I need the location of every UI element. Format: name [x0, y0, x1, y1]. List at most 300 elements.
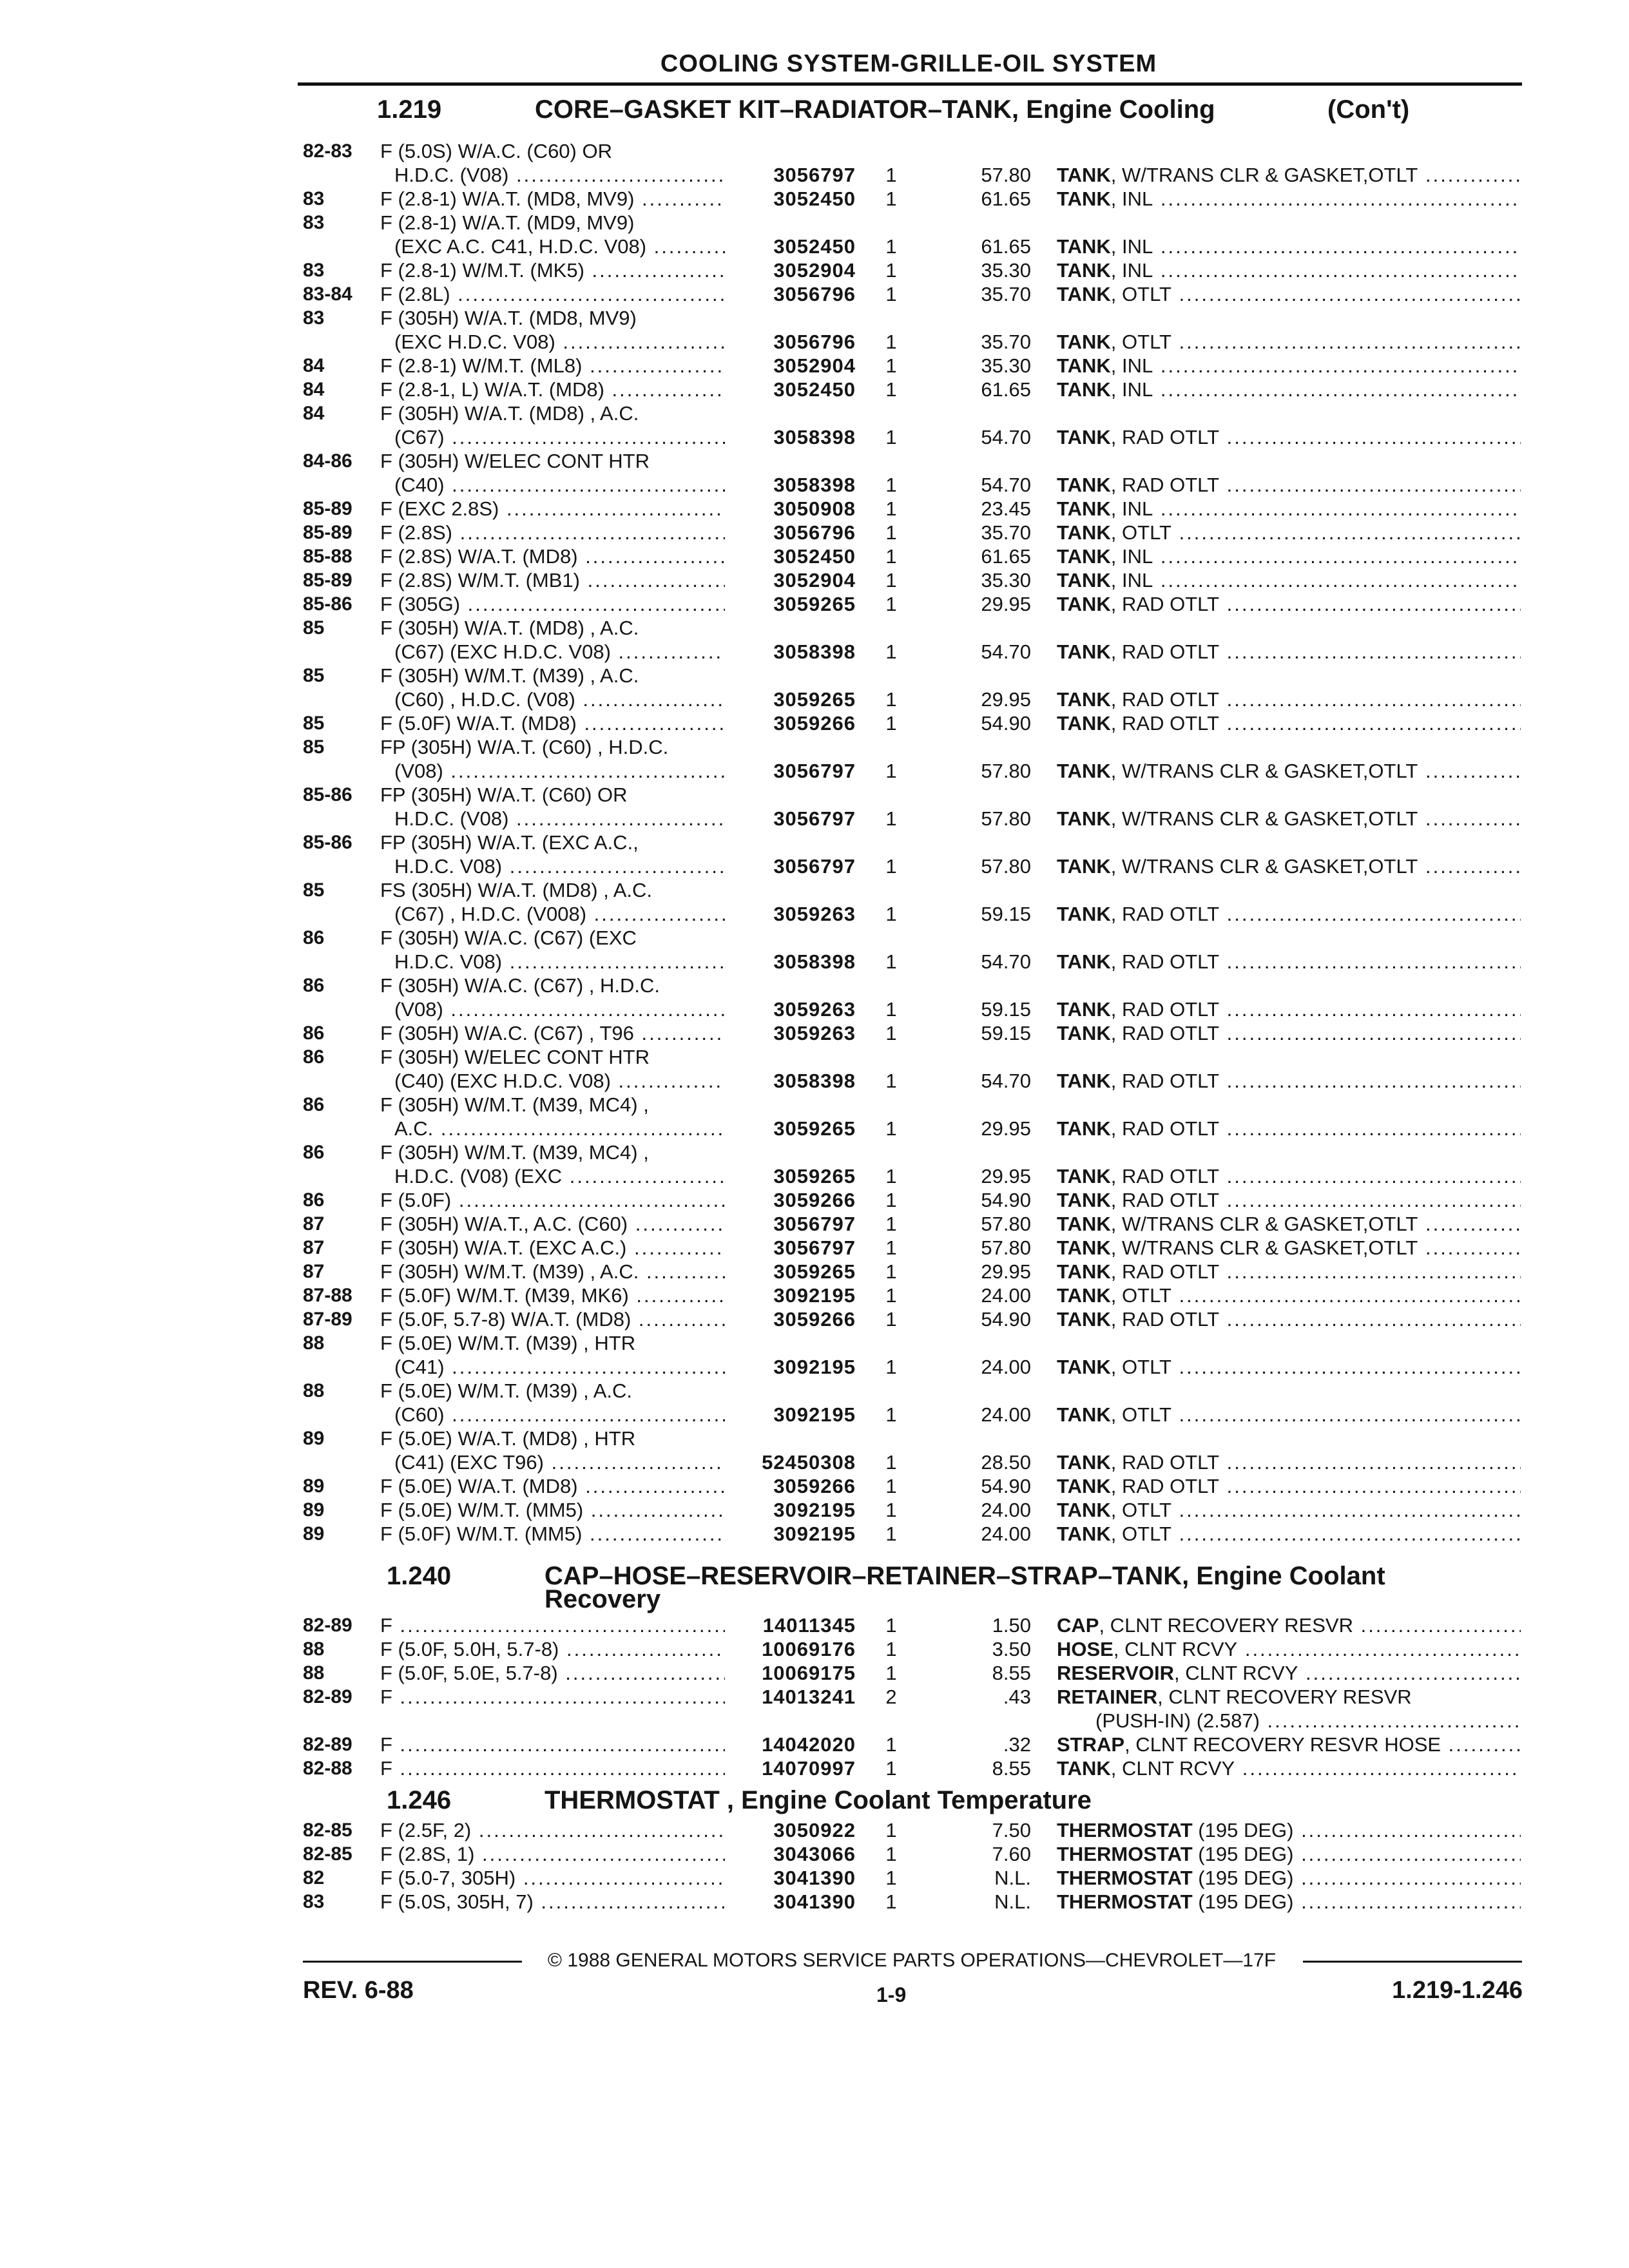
part-name-detail: , CLNT RCVY: [1110, 1757, 1235, 1780]
parts-row: [0, 1260, 1629, 1283]
part-name-keyword: TANK: [1057, 640, 1111, 663]
part-name: [1057, 1283, 1521, 1307]
section-title-line2: Recovery: [545, 1585, 661, 1613]
parts-row: [0, 1733, 1629, 1756]
quantity: 1: [885, 712, 897, 735]
application-desc: F (5.0-7, 305H) .....: [380, 1866, 725, 1890]
price: 29.95: [981, 1260, 1031, 1283]
quantity: 1: [885, 1403, 897, 1426]
parts-row-continued: [0, 425, 1629, 449]
parts-row: [0, 1637, 1629, 1661]
part-name: [1057, 1756, 1521, 1780]
application-desc: F (2.5F, 2) .....: [380, 1818, 725, 1842]
part-name-keyword: TANK: [1057, 521, 1111, 544]
model-year: 88: [303, 1662, 325, 1684]
price: 29.95: [981, 1165, 1031, 1187]
quantity: 1: [885, 688, 897, 711]
application-desc-continued: (C67) (EXC H.D.C. V08) .....: [394, 640, 725, 664]
application-desc: F (5.0F, 5.0E, 5.7-8) .....: [380, 1661, 725, 1685]
quantity: 1: [885, 593, 897, 615]
application-desc: F (305H) W/M.T. (M39) , A.C.: [380, 664, 639, 687]
parts-row: [0, 497, 1629, 521]
price: 35.70: [981, 521, 1031, 544]
model-year: 83: [303, 307, 325, 329]
part-name-detail: , W/TRANS CLR & GASKET,OTLT: [1110, 855, 1418, 878]
part-name-detail: , INL: [1110, 235, 1153, 258]
part-number: 3056797: [773, 1236, 856, 1259]
model-year: 83: [303, 188, 325, 209]
parts-row: [0, 1140, 1629, 1164]
application-desc: F .....: [380, 1613, 725, 1637]
application-desc: FP (305H) W/A.T. (C60) OR: [380, 783, 628, 806]
part-name-keyword: TANK: [1057, 259, 1111, 282]
quantity: 1: [885, 164, 897, 186]
application-desc: F (2.8-1) W/M.T. (ML8) .....: [380, 354, 725, 378]
section-continued: (Con't): [1327, 95, 1410, 124]
part-name-detail: , CLNT RCVY: [1113, 1638, 1238, 1660]
quantity: 1: [885, 1890, 897, 1913]
application-desc: F (305H) W/M.T. (M39, MC4) ,: [380, 1141, 649, 1164]
part-name-detail: , CLNT RECOVERY RESVR: [1157, 1686, 1412, 1708]
part-name-detail: , W/TRANS CLR & GASKET,OTLT: [1110, 760, 1418, 782]
application-desc: F .....: [380, 1756, 725, 1780]
part-name-keyword: TANK: [1057, 1117, 1111, 1140]
model-year: 88: [303, 1332, 325, 1354]
part-number: 3056797: [773, 760, 856, 782]
section-number: 1.246: [387, 1786, 452, 1814]
part-number: 3056796: [773, 521, 856, 544]
price: N.L.: [994, 1890, 1031, 1913]
part-number: 3059265: [773, 1260, 856, 1283]
parts-row-continued: [0, 473, 1629, 497]
application-desc-continued: H.D.C. (V08) (EXC .....: [394, 1164, 725, 1188]
parts-row: [0, 974, 1629, 997]
part-name-detail: , RAD OTLT: [1110, 1070, 1220, 1092]
model-year: 84-86: [303, 450, 352, 472]
parts-row: [0, 1021, 1629, 1045]
section-number: 1.240: [387, 1562, 452, 1590]
parts-row: [0, 1045, 1629, 1069]
application-desc: F (5.0E) W/M.T. (MM5) .....: [380, 1498, 725, 1522]
part-name-detail: , RAD OTLT: [1110, 1260, 1220, 1283]
price: 1.50: [992, 1614, 1031, 1637]
part-name-detail: , W/TRANS CLR & GASKET,OTLT: [1110, 807, 1418, 830]
part-number: 3059266: [773, 1475, 856, 1497]
model-year: 82-83: [303, 140, 352, 162]
quantity: 1: [885, 354, 897, 377]
parts-row: [0, 1283, 1629, 1307]
price: 54.70: [981, 426, 1031, 448]
price: 54.70: [981, 640, 1031, 663]
footer-revision: REV. 6-88: [303, 1977, 414, 2004]
part-name-detail: (195 DEG): [1192, 1867, 1294, 1889]
part-name-keyword: TANK: [1057, 760, 1111, 782]
parts-row-continued: [0, 640, 1629, 664]
application-desc-continued: A.C. .....: [394, 1117, 725, 1140]
model-year: 86: [303, 1142, 325, 1163]
part-name-detail: , INL: [1110, 545, 1153, 568]
part-name-keyword: TANK: [1057, 331, 1111, 353]
price: 23.45: [981, 497, 1031, 520]
part-number: 14011345: [762, 1614, 856, 1637]
footer-page-number: 1-9: [876, 1983, 907, 2006]
part-number: 3058398: [773, 640, 856, 663]
part-number: 14070997: [762, 1757, 856, 1780]
part-name-keyword: TANK: [1057, 903, 1111, 925]
application-desc-continued: H.D.C. V08) .....: [394, 950, 725, 974]
part-name-keyword: TANK: [1057, 187, 1111, 210]
part-name-detail: (195 DEG): [1192, 1843, 1294, 1865]
model-year: 82-85: [303, 1820, 352, 1841]
part-name-detail: (195 DEG): [1192, 1890, 1294, 1913]
part-name-keyword: THERMOSTAT: [1057, 1867, 1193, 1889]
part-name-detail: , INL: [1110, 259, 1153, 282]
application-desc: F (305G) .....: [380, 592, 725, 616]
model-year: 85: [303, 736, 325, 758]
application-desc: FP (305H) W/A.T. (EXC A.C.,: [380, 831, 639, 854]
quantity: 1: [885, 1638, 897, 1660]
application-desc-continued: (C60) .....: [394, 1403, 725, 1427]
parts-row: [0, 521, 1629, 544]
application-desc: F (5.0F) W/M.T. (MM5) .....: [380, 1522, 725, 1546]
parts-row-continued: [0, 163, 1629, 187]
part-name-detail: , OTLT: [1110, 331, 1171, 353]
parts-row: [0, 1236, 1629, 1260]
price: 35.70: [981, 283, 1031, 305]
parts-row-continued: [0, 997, 1629, 1021]
model-year: 83: [303, 260, 325, 281]
part-name: [1057, 1613, 1521, 1637]
quantity: 1: [885, 426, 897, 448]
part-number: 3052450: [773, 187, 856, 210]
part-number: 3052450: [773, 545, 856, 568]
parts-row-continued: [0, 1117, 1629, 1140]
part-name-detail: , RAD OTLT: [1110, 640, 1220, 663]
parts-row-continued: [0, 687, 1629, 711]
model-year: 83-84: [303, 284, 352, 305]
quantity: 1: [885, 640, 897, 663]
part-name-keyword: TANK: [1057, 1403, 1111, 1426]
price: 24.00: [981, 1523, 1031, 1545]
part-number: 3059266: [773, 712, 856, 735]
parts-row: [0, 1498, 1629, 1522]
part-name-keyword: TANK: [1057, 569, 1111, 591]
part-name-detail: , RAD OTLT: [1110, 688, 1220, 711]
part-number: 52450308: [762, 1451, 856, 1474]
parts-row: [0, 1379, 1629, 1403]
application-desc: F (5.0E) W/A.T. (MD8) , HTR: [380, 1427, 636, 1450]
application-desc: F (5.0F, 5.0H, 5.7-8) .....: [380, 1637, 725, 1661]
quantity: 1: [885, 474, 897, 496]
price: N.L.: [994, 1867, 1031, 1889]
model-year: 84: [303, 403, 325, 424]
quantity: 1: [885, 235, 897, 258]
part-number: 3052450: [773, 235, 856, 258]
parts-row-continued: [0, 1164, 1629, 1188]
part-name-keyword: THERMOSTAT: [1057, 1843, 1193, 1865]
model-year: 85: [303, 713, 325, 734]
parts-row-continued: [0, 1403, 1629, 1427]
part-name: [1057, 163, 1521, 187]
part-name-keyword: TANK: [1057, 235, 1111, 258]
part-name: [1057, 1117, 1521, 1140]
price: 29.95: [981, 688, 1031, 711]
part-name: [1057, 1069, 1521, 1093]
price: 54.90: [981, 1308, 1031, 1331]
model-year: 82-89: [303, 1615, 352, 1636]
model-year: 88: [303, 1639, 325, 1660]
price: 35.30: [981, 259, 1031, 282]
part-name-detail: , RAD OTLT: [1110, 998, 1220, 1021]
application-desc-continued: (V08) .....: [394, 759, 725, 783]
part-name: [1057, 1260, 1521, 1283]
part-name-keyword: TANK: [1057, 1475, 1111, 1497]
application-desc: F (2.8S) W/A.T. (MD8) .....: [380, 544, 725, 568]
parts-row-continued: [0, 235, 1629, 258]
part-name-keyword: TANK: [1057, 283, 1111, 305]
section-number: 1.219: [377, 95, 442, 124]
quantity: 1: [885, 1451, 897, 1474]
part-name: [1057, 997, 1521, 1021]
model-year: 82-89: [303, 1686, 352, 1707]
part-name-detail: , W/TRANS CLR & GASKET,OTLT: [1110, 1213, 1418, 1235]
application-desc-continued: (C40) .....: [394, 473, 725, 497]
application-desc: F (305H) W/M.T. (M39, MC4) ,: [380, 1093, 649, 1116]
parts-row: [0, 449, 1629, 473]
application-desc: F (305H) W/M.T. (M39) , A.C. .....: [380, 1260, 725, 1283]
quantity: 1: [885, 1819, 897, 1841]
model-year: 84: [303, 355, 325, 376]
model-year: 86: [303, 975, 325, 996]
part-name: [1057, 1685, 1521, 1709]
part-name: [1057, 1474, 1521, 1498]
parts-row: [0, 1474, 1629, 1498]
parts-row: [0, 735, 1629, 759]
price: 61.65: [981, 187, 1031, 210]
part-name-keyword: STRAP: [1057, 1733, 1125, 1756]
part-name-keyword: TANK: [1057, 593, 1111, 615]
application-desc-continued: (C67) , H.D.C. (V008) .....: [394, 902, 725, 926]
part-name: [1057, 1164, 1521, 1188]
parts-row: [0, 1613, 1629, 1637]
model-year: 86: [303, 1023, 325, 1044]
application-desc: F (305H) W/A.C. (C67) , T96 .....: [380, 1021, 725, 1045]
quantity: 1: [885, 1662, 897, 1684]
part-number: 3059263: [773, 998, 856, 1021]
parts-row: [0, 354, 1629, 378]
part-name-keyword: RESERVOIR: [1057, 1662, 1175, 1684]
part-name-detail: , RAD OTLT: [1110, 426, 1220, 448]
part-name: [1057, 568, 1521, 592]
price: 61.65: [981, 235, 1031, 258]
price: .32: [1003, 1733, 1031, 1756]
part-name: [1057, 1403, 1521, 1427]
application-desc: F (5.0S) W/A.C. (C60) OR: [380, 140, 612, 162]
parts-row-continued: [0, 1355, 1629, 1379]
part-name: [1057, 902, 1521, 926]
price: 3.50: [992, 1638, 1031, 1660]
application-desc: FS (305H) W/A.T. (MD8) , A.C.: [380, 879, 652, 901]
part-name: [1057, 1355, 1521, 1379]
footer-rule-right: [1303, 1961, 1522, 1963]
part-name: [1057, 640, 1521, 664]
part-name-keyword: TANK: [1057, 998, 1111, 1021]
part-number: 3059265: [773, 593, 856, 615]
quantity: 1: [885, 760, 897, 782]
part-name: [1057, 1818, 1521, 1842]
model-year: 83: [303, 212, 325, 233]
parts-row: [0, 1818, 1629, 1842]
part-name-keyword: TANK: [1057, 1523, 1111, 1545]
parts-row: [0, 1188, 1629, 1212]
part-name: [1057, 950, 1521, 974]
part-name-detail: , RAD OTLT: [1110, 1165, 1220, 1187]
application-desc: F (2.8S, 1) .....: [380, 1842, 725, 1866]
model-year: 82-89: [303, 1734, 352, 1755]
part-name: [1057, 759, 1521, 783]
application-desc-continued: (EXC H.D.C. V08) .....: [394, 330, 725, 354]
quantity: 1: [885, 259, 897, 282]
part-number: 3052450: [773, 378, 856, 401]
part-name: [1057, 1498, 1521, 1522]
parts-row-continued: [0, 1450, 1629, 1474]
part-name: [1057, 521, 1521, 544]
part-name: [1057, 497, 1521, 521]
model-year: 82-85: [303, 1843, 352, 1865]
application-desc: F (EXC 2.8S) .....: [380, 497, 725, 521]
parts-row: [0, 1661, 1629, 1685]
part-name-detail: , RAD OTLT: [1110, 950, 1220, 973]
parts-row: [0, 1307, 1629, 1331]
part-number: 3092195: [773, 1499, 856, 1521]
quantity: 2: [885, 1686, 897, 1708]
quantity: 1: [885, 950, 897, 973]
part-name-keyword: TANK: [1057, 1284, 1111, 1307]
part-name-detail: , OTLT: [1110, 1523, 1171, 1545]
application-desc: F (5.0E) W/M.T. (M39) , HTR: [380, 1332, 636, 1354]
parts-row: [0, 378, 1629, 401]
part-number: 3092195: [773, 1523, 856, 1545]
part-name: [1057, 592, 1521, 616]
quantity: 1: [885, 521, 897, 544]
parts-row-name-continued: [0, 1709, 1629, 1733]
price: 35.30: [981, 569, 1031, 591]
model-year: 85-89: [303, 570, 352, 591]
model-year: 85-86: [303, 784, 352, 805]
application-desc-continued: (C60) , H.D.C. (V08) .....: [394, 687, 725, 711]
part-number: 3059266: [773, 1189, 856, 1211]
part-number: 3058398: [773, 426, 856, 448]
application-desc: F (305H) W/A.T., A.C. (C60) .....: [380, 1212, 725, 1236]
application-desc-continued: (C41) (EXC T96) .....: [394, 1450, 725, 1474]
application-desc-continued: (C41) .....: [394, 1355, 725, 1379]
model-year: 85-88: [303, 546, 352, 567]
part-name-keyword: TANK: [1057, 712, 1111, 735]
part-number: 3052904: [773, 569, 856, 591]
quantity: 1: [885, 1614, 897, 1637]
model-year: 85-86: [303, 832, 352, 853]
part-name-detail: , RAD OTLT: [1110, 1117, 1220, 1140]
part-number: 3043066: [773, 1843, 856, 1865]
part-number: 3059266: [773, 1308, 856, 1331]
application-desc: F (305H) W/A.T. (EXC A.C.) .....: [380, 1236, 725, 1260]
application-desc: F (305H) W/A.C. (C67) (EXC: [380, 927, 637, 949]
price: 59.15: [981, 903, 1031, 925]
footer-rule-left: [303, 1961, 522, 1963]
part-name-keyword: TANK: [1057, 426, 1111, 448]
part-name: [1057, 235, 1521, 258]
price: 54.90: [981, 1475, 1031, 1497]
part-number: 14013241: [762, 1686, 856, 1708]
part-number: 3050922: [773, 1819, 856, 1841]
price: 57.80: [981, 1213, 1031, 1235]
parts-row: [0, 1212, 1629, 1236]
model-year: 87: [303, 1213, 325, 1235]
parts-row: [0, 282, 1629, 306]
part-name-keyword: TANK: [1057, 378, 1111, 401]
part-number: 3056796: [773, 283, 856, 305]
quantity: 1: [885, 378, 897, 401]
price: 54.90: [981, 1189, 1031, 1211]
part-number: 3059265: [773, 1165, 856, 1187]
price: 61.65: [981, 545, 1031, 568]
part-name-keyword: TANK: [1057, 807, 1111, 830]
quantity: 1: [885, 855, 897, 878]
application-desc-continued: (EXC A.C. C41, H.D.C. V08) .....: [394, 235, 725, 258]
quantity: 1: [885, 1022, 897, 1044]
model-year: 89: [303, 1499, 325, 1521]
part-name-keyword: TANK: [1057, 545, 1111, 568]
quantity: 1: [885, 1070, 897, 1092]
part-number: 3092195: [773, 1356, 856, 1378]
parts-row: [0, 306, 1629, 330]
part-name: [1057, 1661, 1521, 1685]
part-name-detail: , RAD OTLT: [1110, 1451, 1220, 1474]
quantity: 1: [885, 1499, 897, 1521]
price: 7.50: [992, 1819, 1031, 1841]
application-desc-continued: (C40) (EXC H.D.C. V08) .....: [394, 1069, 725, 1093]
model-year: 87-88: [303, 1285, 352, 1306]
model-year: 83: [303, 1891, 325, 1912]
price: 29.95: [981, 1117, 1031, 1140]
part-name-keyword: TANK: [1057, 1356, 1111, 1378]
application-desc-continued: H.D.C. (V08) .....: [394, 807, 725, 831]
part-name-detail: , CLNT RECOVERY RESVR HOSE: [1124, 1733, 1441, 1756]
part-name-keyword: TANK: [1057, 1213, 1111, 1235]
part-name-detail: , OTLT: [1110, 1356, 1171, 1378]
part-name-detail: , RAD OTLT: [1110, 593, 1220, 615]
price: 57.80: [981, 760, 1031, 782]
parts-row: [0, 1756, 1629, 1780]
part-number: 3059265: [773, 1117, 856, 1140]
application-desc: F (2.8-1) W/M.T. (MK5) .....: [380, 258, 725, 282]
part-number: 3058398: [773, 950, 856, 973]
header-rule: [298, 82, 1522, 86]
quantity: 1: [885, 1733, 897, 1756]
quantity: 1: [885, 998, 897, 1021]
application-desc: F (305H) W/A.C. (C67) , H.D.C.: [380, 974, 660, 997]
price: 54.70: [981, 1070, 1031, 1092]
part-name: [1057, 1866, 1521, 1890]
application-desc: F (305H) W/A.T. (MD8) , A.C.: [380, 617, 639, 639]
price: 24.00: [981, 1284, 1031, 1307]
application-desc-continued: H.D.C. (V08) .....: [394, 163, 725, 187]
parts-row: [0, 878, 1629, 902]
application-desc: FP (305H) W/A.T. (C60) , H.D.C.: [380, 736, 669, 758]
part-number: 3058398: [773, 1070, 856, 1092]
parts-row-continued: [0, 902, 1629, 926]
price: .43: [1003, 1686, 1031, 1708]
